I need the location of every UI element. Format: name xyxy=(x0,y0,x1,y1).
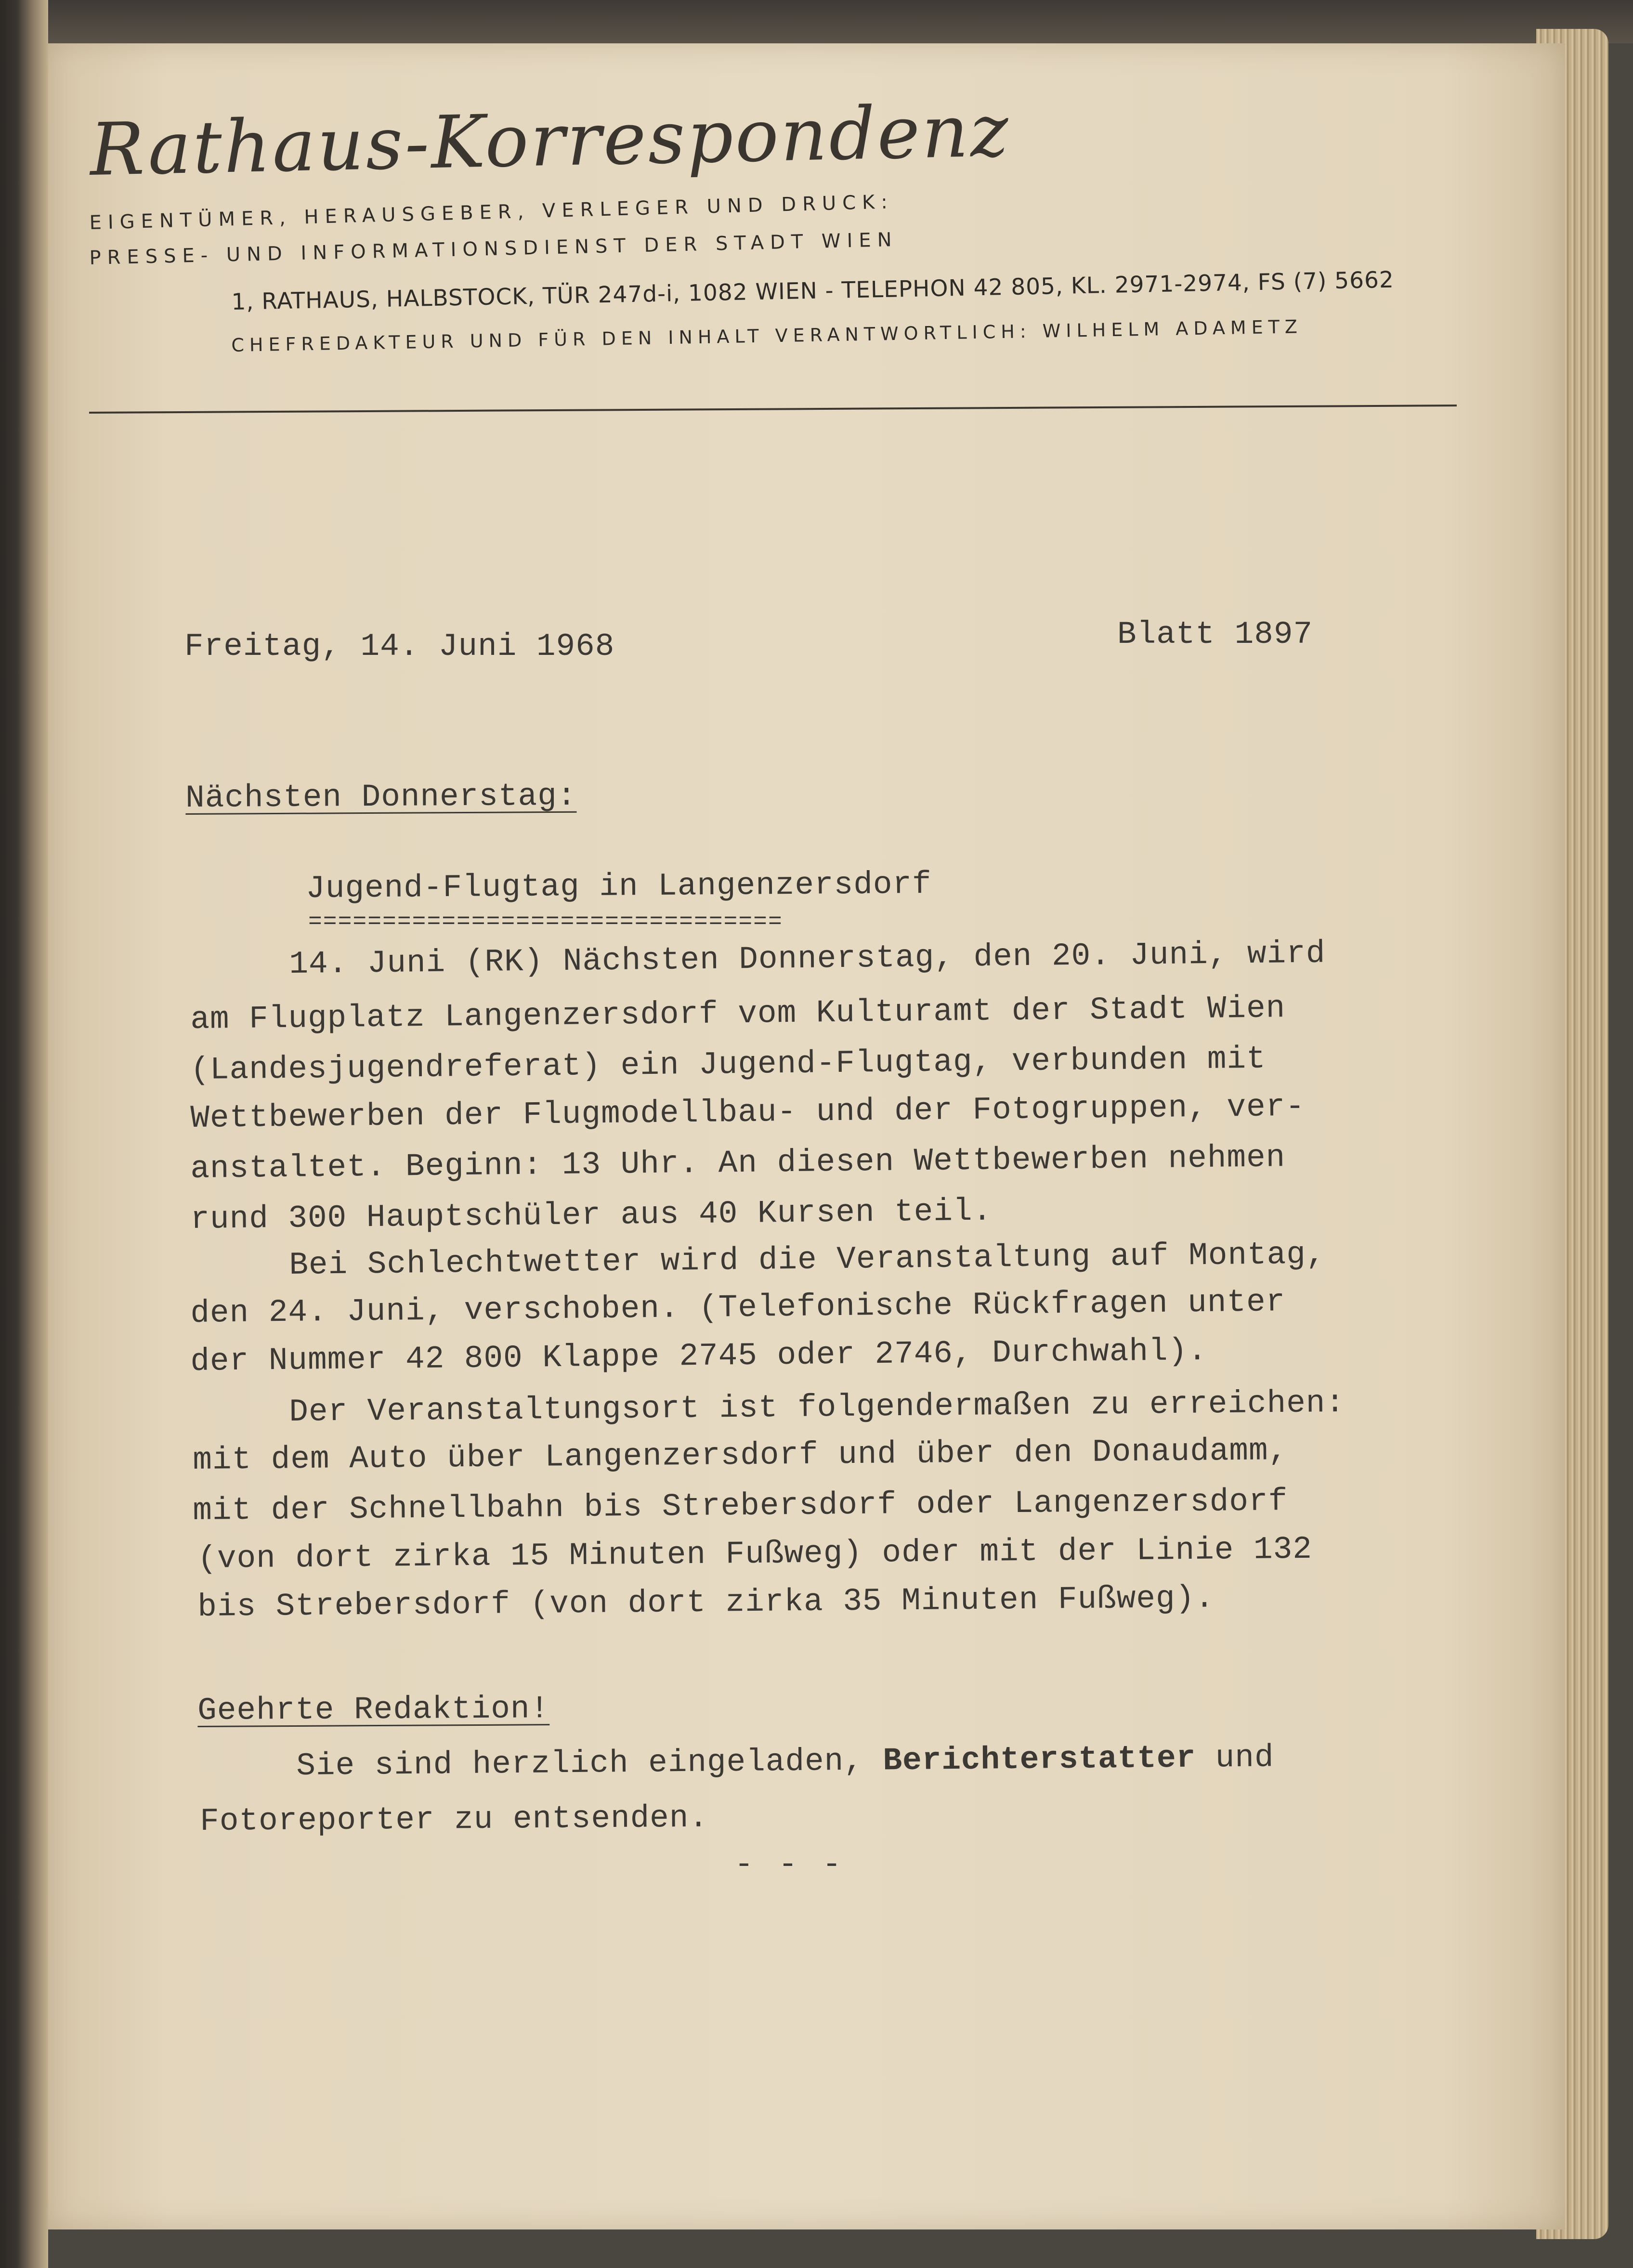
body-line: anstaltet. Beginn: 13 Uhr. An diesen Wettbewerben nehmen xyxy=(190,1139,1286,1187)
closing-emphasis: Berichterstatter xyxy=(883,1740,1196,1779)
section-heading: Nächsten Donnerstag: xyxy=(185,778,577,816)
issue-date: Freitag, 14. Juni 1968 xyxy=(184,628,615,665)
masthead-address-line: 1, RATHAUS, HALBSTOCK, TÜR 247d-i, 1082 WIEN - TELEPHON 42 805, KL. 2971-2974, FS (7) 5662 xyxy=(231,266,1395,315)
closing-text-end: und xyxy=(1195,1739,1274,1776)
body-line: Wettbewerben der Flugmodellbau- und der Fotogruppen, ver- xyxy=(190,1088,1306,1136)
body-line: Bei Schlechtwetter wird die Veranstaltung auf Montag, xyxy=(289,1236,1326,1283)
article-title: Jugend-Flugtag in Langenzersdorf xyxy=(306,866,932,907)
body-line: mit der Schnellbahn bis Strebersdorf oder Langenzersdorf xyxy=(193,1483,1288,1529)
scan-background-top xyxy=(0,0,1633,43)
body-line: Der Veranstaltungsort ist folgendermaßen zu erreichen: xyxy=(289,1384,1346,1430)
masthead-publisher-line: PRESSE- UND INFORMATIONSDIENST DER STADT WIEN xyxy=(89,228,899,269)
paper-sheet xyxy=(48,43,1565,2229)
masthead-editor-line: CHEFREDAKTEUR UND FÜR DEN INHALT VERANTWORTLICH: WILHELM ADAMETZ xyxy=(231,316,1303,356)
book-spine xyxy=(0,0,48,2268)
masthead-owner-line: EIGENTÜMER, HERAUSGEBER, VERLEGER UND DRUCK: xyxy=(89,191,894,234)
body-line: am Flugplatz Langenzersdorf vom Kulturamt der Stadt Wien xyxy=(190,990,1286,1038)
article-title-underline: ================================ xyxy=(308,909,783,935)
masthead-title: Rathaus-Korrespondenz xyxy=(89,89,1011,192)
body-line: den 24. Juni, verschoben. (Telefonische Rückfragen unter xyxy=(190,1284,1286,1331)
body-line: rund 300 Hauptschüler aus 40 Kursen teil. xyxy=(190,1193,993,1238)
closing-heading: Geehrte Redaktion! xyxy=(197,1691,550,1729)
body-line: 14. Juni (RK) Nächsten Donnerstag, den 20. Juni, wird xyxy=(289,935,1326,982)
closing-text: Sie sind herzlich eingeladen, xyxy=(296,1743,883,1784)
closing-line-2: Fotoreporter zu entsenden. xyxy=(200,1799,709,1839)
body-line: mit dem Auto über Langenzersdorf und über den Donaudamm, xyxy=(193,1433,1288,1478)
sheet-number: Blatt 1897 xyxy=(1117,616,1313,652)
body-line: der Nummer 42 800 Klappe 2745 oder 2746, Durchwahl). xyxy=(190,1332,1208,1380)
end-mark: - - - xyxy=(734,1847,845,1883)
body-line: (Landesjugendreferat) ein Jugend-Flugtag, verbunden mit xyxy=(190,1041,1267,1088)
body-line: (von dort zirka 15 Minuten Fußweg) oder mit der Linie 132 xyxy=(197,1531,1313,1577)
body-line: bis Strebersdorf (von dort zirka 35 Minuten Fußweg). xyxy=(197,1580,1215,1625)
